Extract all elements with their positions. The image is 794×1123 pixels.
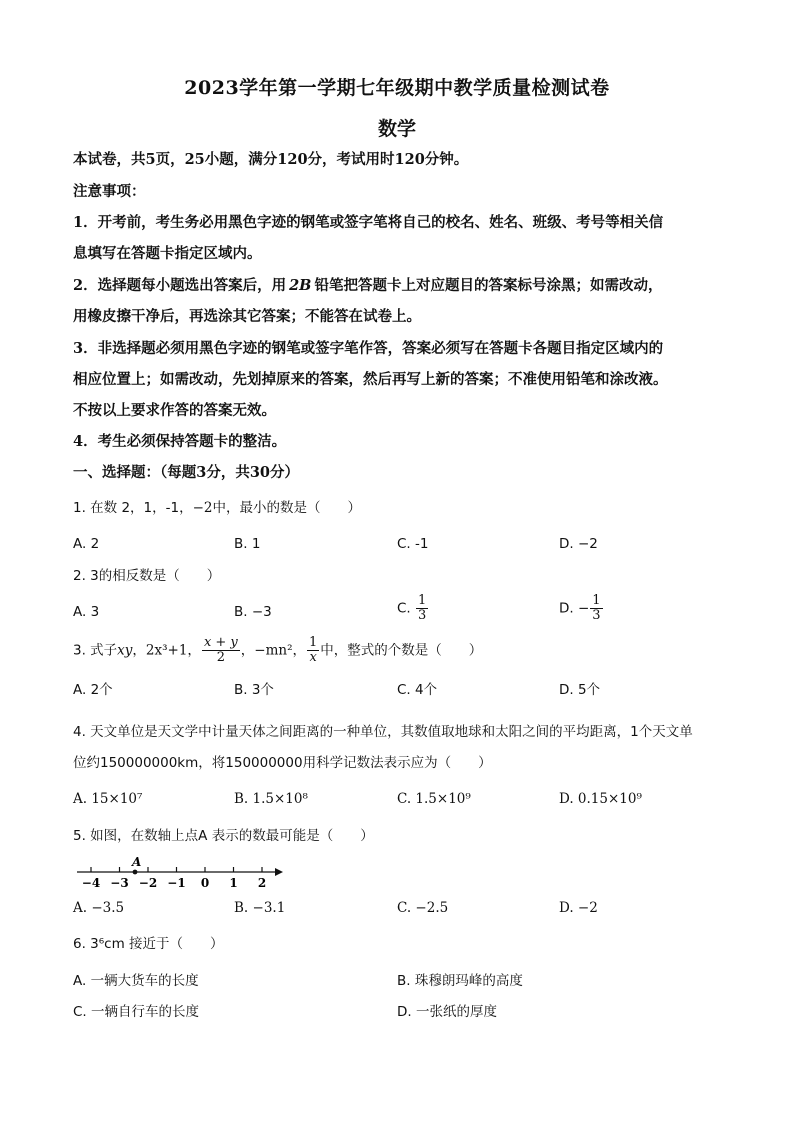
section-1-heading: 一、选择题：（每题3分，共30分） <box>73 464 300 481</box>
exam-subject: 数学 <box>377 118 416 140</box>
tick-label: 2 <box>257 876 267 890</box>
q3-stem-b: 中，整式的个数是（ ） <box>320 642 483 659</box>
q3-term-2: ，2x³+1， <box>132 642 201 659</box>
q2-option-a: A. 3 <box>73 604 100 620</box>
q5-option-b: B. −3.1 <box>234 900 286 916</box>
q2-d-fraction <box>590 594 602 623</box>
q3-term-4: ，−mn²， <box>240 642 307 659</box>
q1-option-c: C. -1 <box>397 536 429 552</box>
note-2-text-c: 铅笔把答题卡上对应题目的答案标号涂黑；如需改动， <box>314 277 663 294</box>
number-line-arrow-icon <box>275 868 283 876</box>
number-line-ticks <box>82 867 266 890</box>
note-2-line-2: 用橡皮擦干净后，再选涂其它答案；不能答在试卷上。 <box>73 308 421 325</box>
q6-option-b: B. 珠穆朗玛峰的高度 <box>397 973 523 989</box>
note-1-line-1: 1．开考前，考生务必用黑色字迹的钢笔或签字笔将自己的校名、姓名、班级、考号等相关信 <box>73 214 664 231</box>
tick-label: −2 <box>138 876 158 890</box>
q6-option-d: D. 一张纸的厚度 <box>397 1004 497 1020</box>
note-2-pencil: 2B <box>289 277 312 294</box>
q3-option-a: A. 2个 <box>73 682 113 698</box>
question-5-stem: 5. 如图，在数轴上点A 表示的数最可能是（ ） <box>73 828 374 844</box>
tick-label: 0 <box>200 876 210 890</box>
q6-option-c: C. 一辆自行车的长度 <box>73 1004 200 1020</box>
question-2-stem: 2. 3的相反数是（ ） <box>73 568 221 584</box>
q3-term-5-den: x <box>309 650 317 665</box>
q3-term-3 <box>202 636 240 665</box>
q3-stem-a: 3. 式子 <box>73 642 118 659</box>
q4-option-c: C. 1.5×10⁹ <box>397 791 471 807</box>
note-2-line-1 <box>73 276 662 296</box>
intro-text: 本试卷，共5页，25小题，满分120分，考试用时120分钟。 <box>73 151 469 168</box>
q2-option-b: B. −3 <box>234 604 272 620</box>
q3-option-d: D. 5个 <box>559 682 601 698</box>
question-6-stem: 6. 3⁶cm 接近于（ ） <box>73 936 224 952</box>
q6-option-a: A. 一辆大货车的长度 <box>73 973 199 989</box>
notes-heading: 注意事项： <box>73 183 146 200</box>
q3-option-c: C. 4个 <box>397 682 438 698</box>
q2-d-label: D. − <box>559 600 590 617</box>
q3-term-5 <box>307 636 319 665</box>
q1-option-d: D. −2 <box>559 536 598 552</box>
note-2-text-a: 2．选择题每小题选出答案后，用 <box>73 277 287 294</box>
q2-option-c <box>397 594 429 623</box>
question-4-line-2: 位约150000000km，将150000000用科学记数法表示应为（ ） <box>73 755 492 771</box>
q5-option-c: C. −2.5 <box>397 900 449 916</box>
question-1-stem <box>73 498 361 518</box>
q1-option-a: A. 2 <box>73 536 100 552</box>
q2-c-den: 3 <box>418 608 427 623</box>
q3-term-5-num: 1 <box>309 635 318 650</box>
q5-option-a: A. −3.5 <box>73 900 125 916</box>
q3-term-1: xy <box>117 642 133 659</box>
note-1-line-2: 息填写在答题卡指定区域内。 <box>73 245 262 262</box>
exam-title: 2023学年第一学期七年级期中教学质量检测试卷 <box>184 77 610 99</box>
q2-c-label: C. <box>397 600 411 617</box>
q1-option-b: B. 1 <box>234 536 261 552</box>
question-3-stem <box>73 636 482 665</box>
q1-stem-c: 中，最小的数是（ ） <box>212 500 362 516</box>
q2-c-num: 1 <box>418 593 427 608</box>
q4-option-a: A. 15×10⁷ <box>73 791 143 807</box>
q3-term-3-num: x + y <box>203 635 238 650</box>
q3-option-b: B. 3个 <box>234 682 274 698</box>
q1-stem-b: −2 <box>192 500 213 516</box>
q2-option-d <box>559 594 604 623</box>
tick-label: 1 <box>229 876 238 890</box>
question-4-line-1: 4. 天文单位是天文学中计量天体之间距离的一种单位，其数值取地球和太阳之间的平均距离，1个天文单 <box>73 724 693 740</box>
q2-d-den: 3 <box>592 608 601 623</box>
q5-option-d: D. −2 <box>559 900 598 916</box>
tick-label: −3 <box>110 876 129 890</box>
tick-label: −4 <box>81 876 101 890</box>
point-a-dot <box>133 870 138 875</box>
note-4: 4．考生必须保持答题卡的整洁。 <box>73 433 287 450</box>
note-3-line-2: 相应位置上；如需改动，先划掉原来的答案，然后再写上新的答案；不准使用铅笔和涂改液。 <box>73 371 668 388</box>
point-a-label: A <box>132 855 142 869</box>
q2-d-num: 1 <box>592 593 601 608</box>
q1-stem-a: 1. 在数 2，1，-1， <box>73 500 193 516</box>
q4-option-b: B. 1.5×10⁸ <box>234 791 308 807</box>
number-line-figure <box>75 852 285 892</box>
tick-label: −1 <box>167 876 186 890</box>
q2-c-fraction <box>416 594 428 623</box>
q4-option-d: D. 0.15×10⁹ <box>559 791 642 807</box>
note-3-line-3: 不按以上要求作答的答案无效。 <box>73 402 276 419</box>
q3-term-3-den: 2 <box>216 650 225 665</box>
note-3-line-1: 3．非选择题必须用黑色字迹的钢笔或签字笔作答，答案必须写在答题卡各题目指定区域内的 <box>73 340 664 357</box>
